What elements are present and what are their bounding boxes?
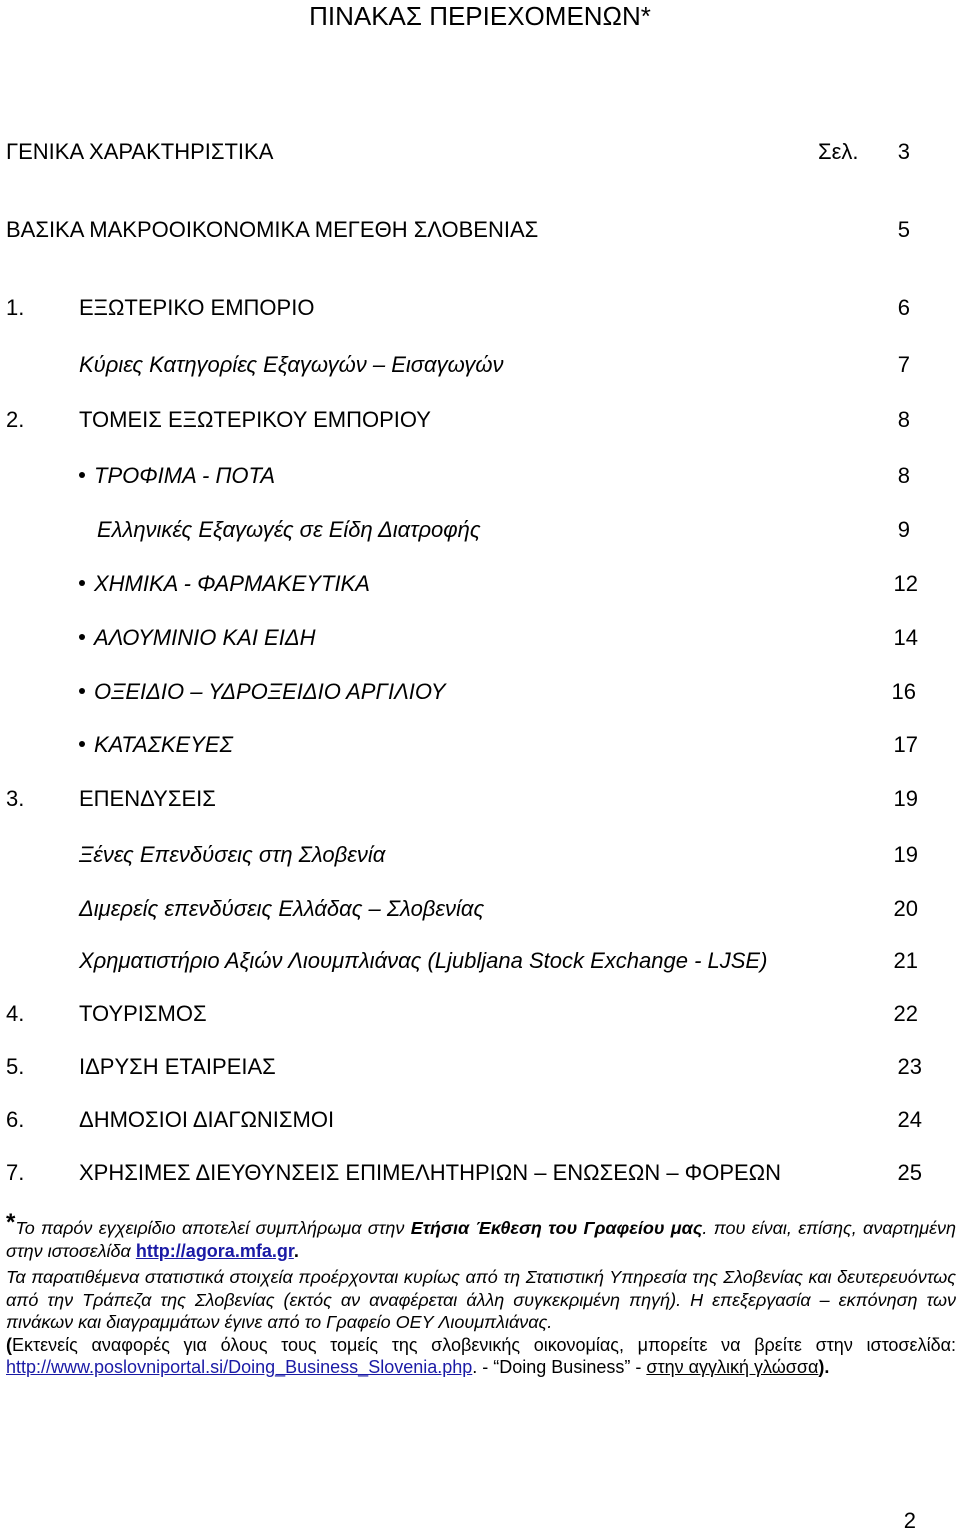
- asterisk: *: [6, 1209, 16, 1236]
- toc-page: 20: [893, 896, 918, 921]
- toc-number: 7.: [6, 1160, 25, 1185]
- toc-page: 12: [893, 571, 918, 596]
- toc-number: 6.: [6, 1107, 25, 1132]
- toc-page: 9: [897, 517, 910, 542]
- toc-item-stock-exchange[interactable]: Χρηματιστήριο Αξιών Λιουμπλιάνας (Ljubljana Stock Exchange - LJSE): [79, 948, 768, 973]
- toc-page: 19: [893, 842, 918, 867]
- footnote-sources: Τα παρατιθέμενα στατιστικά στοιχεία προέρχονται κυρίως από τη Στατιστική Υπηρεσία της Σλοβενίας και δευτερευόντως από την Τράπεζα της Σλοβενίας (εκτός αν αναφέρεται άλλη συγκεκριμένη πηγή). Η επεξεργασία – εκπόνηση των πινάκων και διαγραμμάτων έγινε από το Γραφείο ΟΕΥ Λιουμπλιάνας.: [6, 1267, 956, 1332]
- toc-page: 7: [897, 352, 910, 377]
- page-number: 2: [903, 1508, 916, 1533]
- bullet-icon: [79, 741, 85, 747]
- footnote-annual-report: [6, 1209, 956, 1262]
- toc-item-alumina[interactable]: [79, 678, 446, 706]
- toc-page: 8: [897, 463, 910, 488]
- toc-item-tourism[interactable]: ΤΟΥΡΙΣΜΟΣ: [79, 1001, 207, 1026]
- bullet-icon: [79, 634, 85, 640]
- toc-number: 5.: [6, 1054, 25, 1079]
- note-text: Το παρόν εγχειρίδιο αποτελεί συμπλήρωμα στην: [15, 1218, 411, 1238]
- toc-item-export-import-categories[interactable]: Κύριες Κατηγορίες Εξαγωγών – Εισαγωγών: [79, 352, 504, 377]
- page-title: ΠΙΝΑΚΑΣ ΠΕΡΙΕΧΟΜΕΝΩΝ*: [309, 1, 651, 31]
- bullet-icon: [79, 688, 85, 694]
- note-text: .: [293, 1240, 299, 1261]
- toc-page: 23: [897, 1054, 922, 1079]
- toc-item-trade-sectors[interactable]: ΤΟΜΕΙΣ ΕΞΩΤΕΡΙΚΟΥ ΕΜΠΟΡΙΟΥ: [79, 407, 431, 432]
- toc-item-chemicals[interactable]: [79, 570, 370, 598]
- toc-page: 19: [893, 786, 918, 811]
- toc-item-general[interactable]: [6, 138, 273, 166]
- toc-item-macro[interactable]: ΒΑΣΙΚΑ ΜΑΚΡΟΟΙΚΟΝΟΜΙΚΑ ΜΕΓΕΘΗ ΣΛΟΒΕΝΙΑΣ: [6, 217, 539, 242]
- toc-item-company-formation[interactable]: ΙΔΡΥΣΗ ΕΤΑΙΡΕΙΑΣ: [79, 1054, 276, 1079]
- toc-page: 3: [897, 139, 910, 164]
- toc-item-aluminium[interactable]: [79, 624, 315, 652]
- toc-page: 25: [897, 1160, 922, 1185]
- toc-item-public-tenders[interactable]: ΔΗΜΟΣΙΟΙ ΔΙΑΓΩΝΙΣΜΟΙ: [79, 1107, 335, 1132]
- toc-number: 4.: [6, 1001, 25, 1026]
- annual-report-title: Ετήσια Έκθεση του Γραφείου μας: [410, 1218, 703, 1238]
- toc-label: ΤΡΟΦΙΜΑ - ΠΟΤΑ: [94, 463, 276, 488]
- toc-item-foreign-trade[interactable]: ΕΞΩΤΕΡΙΚΟ ΕΜΠΟΡΙΟ: [79, 295, 315, 320]
- toc-page: 16: [891, 679, 916, 704]
- toc-item-constructions[interactable]: [79, 731, 233, 759]
- toc-page: 21: [893, 948, 918, 973]
- toc-label: ΓΕΝΙΚΑ ΧΑΡΑΚΤΗΡΙΣΤΙΚΑ: [6, 139, 274, 164]
- toc-label: ΚΑΤΑΣΚΕΥΕΣ: [94, 732, 233, 757]
- toc-page: 17: [893, 732, 918, 757]
- footnotes: [6, 1209, 956, 1379]
- toc-label: ΟΞΕΙΔΙΟ – ΥΔΡΟΞΕΙΔΙΟ ΑΡΓΙΛΙΟΥ: [94, 679, 446, 704]
- toc-item-greek-food-exports[interactable]: Ελληνικές Εξαγωγές σε Είδη Διατροφής: [97, 517, 481, 542]
- note-text: ).: [818, 1357, 830, 1377]
- toc-page: 8: [897, 407, 910, 432]
- bullet-icon: [79, 580, 85, 586]
- toc-page: 24: [897, 1107, 922, 1132]
- bullet-icon: [79, 472, 85, 478]
- note-text: . - “Doing Business” -: [472, 1357, 647, 1377]
- toc-page: 22: [893, 1001, 918, 1026]
- note-text: Εκτενείς αναφορές για όλους τους τομείς της σλοβενικής οικονομίας, μπορείτε να βρείτε στην ιστοσελίδα:: [12, 1334, 956, 1355]
- toc-item-bilateral-investments[interactable]: Διμερείς επενδύσεις Ελλάδας – Σλοβενίας: [79, 896, 485, 921]
- note-text: (: [6, 1334, 12, 1355]
- toc-page: 5: [897, 217, 910, 242]
- english-language-note: στην αγγλική γλώσσα: [646, 1357, 819, 1377]
- toc-label: ΧΗΜΙΚΑ - ΦΑΡΜΑΚΕΥΤΙΚΑ: [94, 571, 370, 596]
- toc-number: 3.: [6, 786, 25, 811]
- toc-item-useful-addresses[interactable]: ΧΡΗΣΙΜΕΣ ΔΙΕΥΘΥΝΣΕΙΣ ΕΠΙΜΕΛΗΤΗΡΙΩΝ – ΕΝΩΣΕΩΝ – ΦΟΡΕΩΝ: [79, 1160, 782, 1185]
- footnote-doing-business: [6, 1334, 956, 1379]
- toc-number: 2.: [6, 407, 25, 432]
- note-text: . που είναι, επίσης, αναρτημένη στην ιστοσελίδα: [6, 1218, 956, 1261]
- toc-page: 14: [893, 625, 918, 650]
- poslovniportal-link[interactable]: http://www.poslovniportal.si/Doing_Business_Slovenia.php: [6, 1357, 473, 1377]
- toc-item-investments[interactable]: ΕΠΕΝΔΥΣΕΙΣ: [79, 786, 216, 811]
- toc-number: 1.: [6, 295, 25, 320]
- toc-page-prefix: Σελ.: [818, 139, 859, 164]
- toc-item-foreign-investments[interactable]: Ξένες Επενδύσεις στη Σλοβενία: [79, 842, 386, 867]
- toc-item-food-drinks[interactable]: [79, 462, 275, 490]
- toc-label: ΑΛΟΥΜΙΝΙΟ ΚΑΙ ΕΙΔΗ: [94, 625, 316, 650]
- agora-link[interactable]: http://agora.mfa.gr: [135, 1240, 294, 1261]
- toc-page: 6: [897, 295, 910, 320]
